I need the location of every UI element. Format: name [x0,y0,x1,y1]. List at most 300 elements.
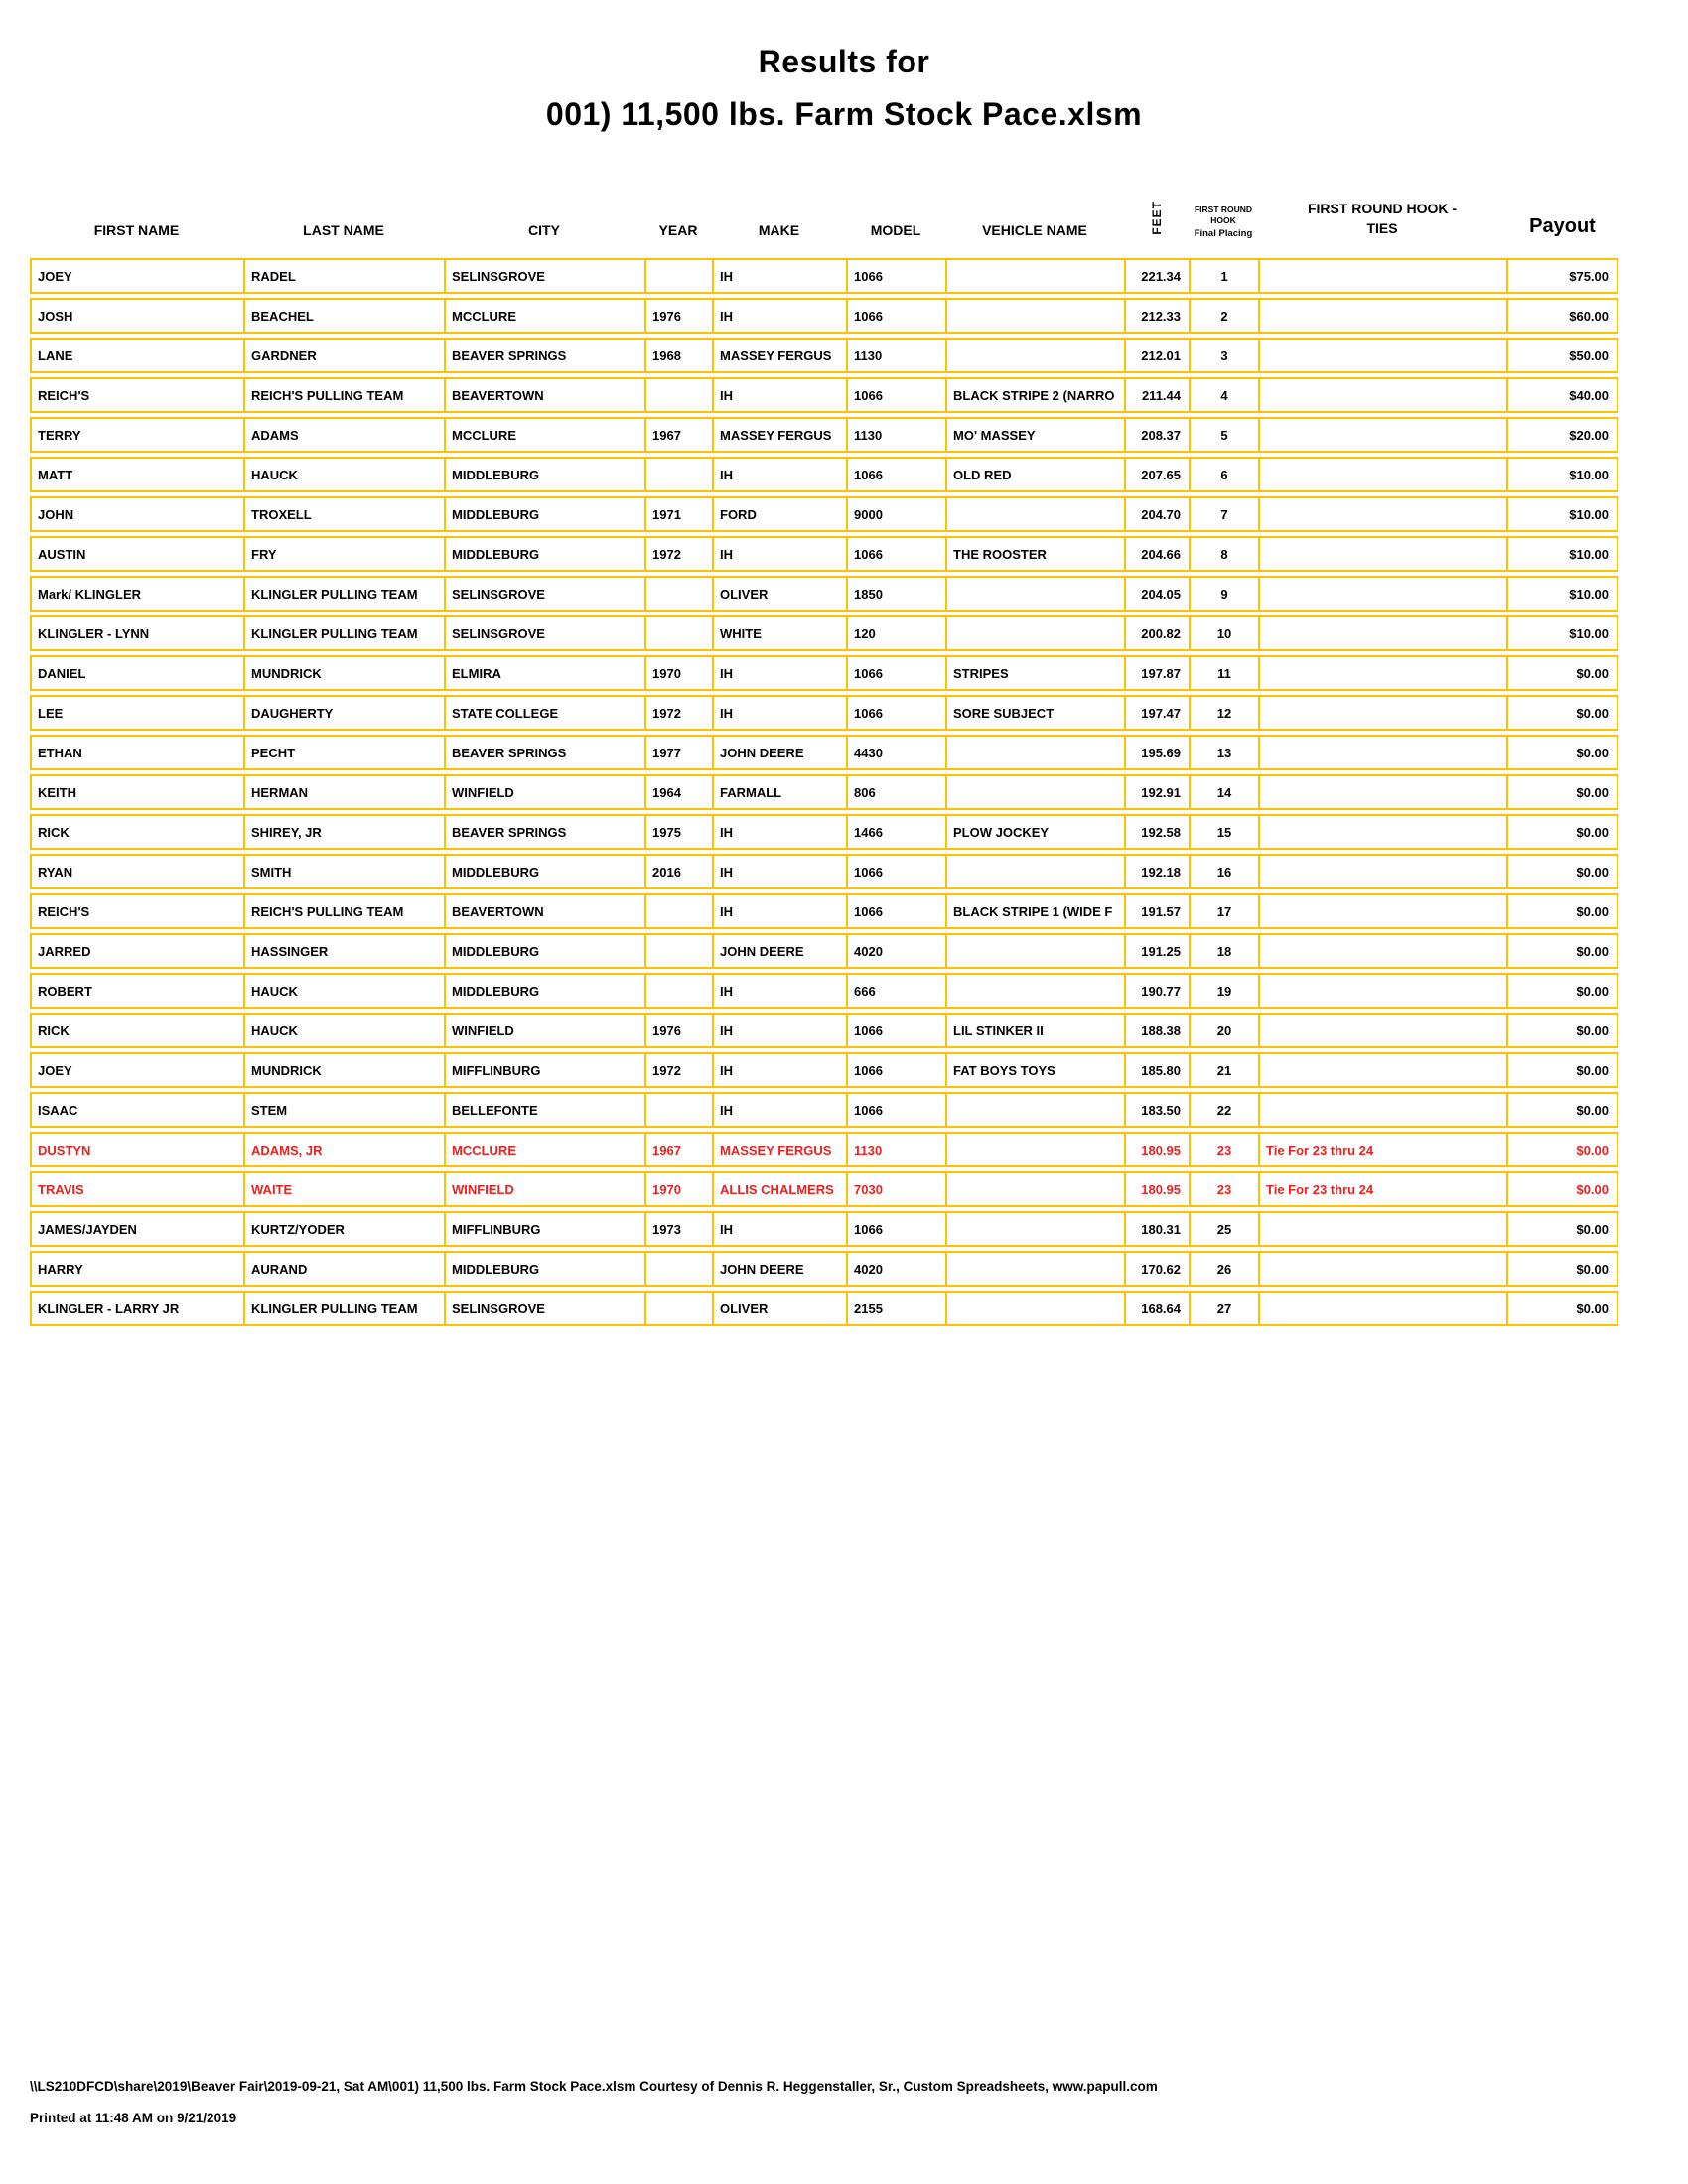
cell-ties [1258,854,1506,889]
cell-city: MIDDLEBURG [444,1251,644,1287]
cell-ties [1258,1211,1506,1247]
table-row [30,1013,1618,1048]
cell-vehicle-name: MO' MASSEY [945,417,1124,453]
col-last-name: LAST NAME [303,222,384,238]
cell-first-name: ISAAC [30,1092,243,1128]
cell-placing: 20 [1189,1013,1258,1048]
cell-feet: 180.95 [1124,1132,1189,1167]
cell-placing: 18 [1189,933,1258,969]
cell-placing: 25 [1189,1211,1258,1247]
cell-payout: $0.00 [1506,854,1618,889]
cell-first-name: RYAN [30,854,243,889]
cell-last-name: REICH'S PULLING TEAM [243,893,444,929]
cell-city: MIDDLEBURG [444,536,644,572]
cell-first-name: JOEY [30,258,243,294]
cell-city: BEAVERTOWN [444,377,644,413]
cell-vehicle-name [945,338,1124,373]
cell-placing: 10 [1189,615,1258,651]
cell-payout: $0.00 [1506,814,1618,850]
cell-placing: 2 [1189,298,1258,334]
cell-placing: 19 [1189,973,1258,1009]
table-row [30,695,1618,731]
cell-ties [1258,1092,1506,1128]
cell-city: BELLEFONTE [444,1092,644,1128]
cell-vehicle-name: FAT BOYS TOYS [945,1052,1124,1088]
col-make: MAKE [758,222,800,238]
cell-city: BEAVER SPRINGS [444,338,644,373]
table-row [30,814,1618,850]
table-row [30,258,1618,294]
cell-make: OLIVER [712,576,846,612]
table-row [30,735,1618,770]
cell-year [644,377,712,413]
cell-model: 1850 [846,576,945,612]
cell-last-name: FRY [243,536,444,572]
cell-last-name: REICH'S PULLING TEAM [243,377,444,413]
cell-ties [1258,496,1506,532]
cell-make: IH [712,1092,846,1128]
cell-last-name: ADAMS [243,417,444,453]
cell-feet: 197.47 [1124,695,1189,731]
cell-vehicle-name [945,774,1124,810]
cell-year: 1970 [644,1171,712,1207]
cell-first-name: MATT [30,457,243,492]
cell-ties [1258,1251,1506,1287]
footer-printed-timestamp: Printed at 11:48 AM on 9/21/2019 [30,2111,237,2125]
cell-city: MIDDLEBURG [444,973,644,1009]
cell-first-name: LANE [30,338,243,373]
col-first-round-hook-placing [1189,155,1258,254]
col-city: CITY [528,222,560,238]
cell-last-name: ADAMS, JR [243,1132,444,1167]
cell-make: IH [712,1052,846,1088]
cell-payout: $40.00 [1506,377,1618,413]
cell-placing: 7 [1189,496,1258,532]
cell-placing: 22 [1189,1092,1258,1128]
cell-vehicle-name [945,615,1124,651]
cell-vehicle-name [945,1251,1124,1287]
cell-year: 1976 [644,298,712,334]
cell-make: IH [712,377,846,413]
cell-ties [1258,655,1506,691]
cell-make: IH [712,973,846,1009]
cell-feet: 191.57 [1124,893,1189,929]
cell-city: BEAVERTOWN [444,893,644,929]
cell-last-name: KURTZ/YODER [243,1211,444,1247]
cell-make: IH [712,655,846,691]
cell-make: JOHN DEERE [712,735,846,770]
cell-payout: $0.00 [1506,695,1618,731]
cell-last-name: SMITH [243,854,444,889]
cell-last-name: MUNDRICK [243,655,444,691]
title-line1: Results for [758,44,930,79]
cell-last-name: RADEL [243,258,444,294]
cell-feet: 170.62 [1124,1251,1189,1287]
footer-file-path: \\LS210DFCD\share\2019\Beaver Fair\2019-09-21, Sat AM\001) 11,500 lbs. Farm Stock Pace.xlsm Courtesy of Dennis R. Heggenstaller, Sr., Custom Spreadsheets, www.papull.com [30,2079,1158,2094]
cell-vehicle-name [945,496,1124,532]
col-first-name: FIRST NAME [93,222,180,238]
col-year: YEAR [658,222,698,238]
cell-last-name: HASSINGER [243,933,444,969]
cell-model: 1066 [846,457,945,492]
cell-feet: 195.69 [1124,735,1189,770]
cell-ties: Tie For 23 thru 24 [1258,1171,1506,1207]
cell-last-name: TROXELL [243,496,444,532]
cell-model: 7030 [846,1171,945,1207]
cell-ties [1258,1013,1506,1048]
cell-year: 1977 [644,735,712,770]
cell-first-name: RICK [30,814,243,850]
cell-payout: $75.00 [1506,258,1618,294]
cell-model: 4020 [846,1251,945,1287]
cell-feet: 204.05 [1124,576,1189,612]
cell-ties [1258,695,1506,731]
cell-ties [1258,615,1506,651]
cell-feet: 192.91 [1124,774,1189,810]
cell-vehicle-name: THE ROOSTER [945,536,1124,572]
table-row [30,655,1618,691]
cell-make: WHITE [712,615,846,651]
cell-ties [1258,1052,1506,1088]
cell-payout: $0.00 [1506,1092,1618,1128]
cell-year [644,893,712,929]
table-row [30,457,1618,492]
col-feet-label: FEET [1149,201,1164,235]
cell-model: 1066 [846,298,945,334]
cell-vehicle-name: OLD RED [945,457,1124,492]
table-row [30,1132,1618,1167]
col-model: MODEL [870,222,921,238]
cell-model: 1130 [846,338,945,373]
cell-make: JOHN DEERE [712,1251,846,1287]
cell-placing: 14 [1189,774,1258,810]
cell-feet: 200.82 [1124,615,1189,651]
cell-payout: $0.00 [1506,933,1618,969]
cell-city: WINFIELD [444,774,644,810]
cell-model: 1066 [846,1211,945,1247]
cell-last-name: AURAND [243,1251,444,1287]
cell-city: SELINSGROVE [444,576,644,612]
cell-model: 806 [846,774,945,810]
cell-ties [1258,377,1506,413]
cell-last-name: STEM [243,1092,444,1128]
cell-model: 9000 [846,496,945,532]
cell-model: 1066 [846,1013,945,1048]
table-row [30,417,1618,453]
cell-placing: 23 [1189,1171,1258,1207]
cell-last-name: DAUGHERTY [243,695,444,731]
table-row [30,496,1618,532]
cell-year: 1973 [644,1211,712,1247]
cell-first-name: JOHN [30,496,243,532]
cell-make: IH [712,457,846,492]
table-row [30,536,1618,572]
cell-payout: $0.00 [1506,1132,1618,1167]
cell-last-name: GARDNER [243,338,444,373]
table-row [30,615,1618,651]
table-row [30,298,1618,334]
cell-placing: 5 [1189,417,1258,453]
cell-vehicle-name [945,576,1124,612]
cell-make: IH [712,536,846,572]
cell-first-name: LEE [30,695,243,731]
cell-model: 120 [846,615,945,651]
cell-feet: 192.58 [1124,814,1189,850]
cell-make: MASSEY FERGUS [712,338,846,373]
cell-feet: 221.34 [1124,258,1189,294]
col-final-placing-label: Final Placing [1194,228,1253,239]
cell-payout: $10.00 [1506,496,1618,532]
cell-last-name: KLINGLER PULLING TEAM [243,576,444,612]
cell-ties [1258,735,1506,770]
cell-payout: $0.00 [1506,1211,1618,1247]
cell-vehicle-name: STRIPES [945,655,1124,691]
cell-year [644,1291,712,1326]
cell-city: SELINSGROVE [444,258,644,294]
cell-first-name: DUSTYN [30,1132,243,1167]
cell-city: MIDDLEBURG [444,457,644,492]
cell-ties [1258,933,1506,969]
cell-ties: Tie For 23 thru 24 [1258,1132,1506,1167]
cell-year [644,1092,712,1128]
cell-feet: 212.33 [1124,298,1189,334]
cell-make: FARMALL [712,774,846,810]
cell-placing: 6 [1189,457,1258,492]
cell-make: IH [712,854,846,889]
cell-vehicle-name [945,933,1124,969]
cell-model: 1066 [846,1092,945,1128]
cell-feet: 190.77 [1124,973,1189,1009]
cell-placing: 15 [1189,814,1258,850]
cell-feet: 188.38 [1124,1013,1189,1048]
cell-feet: 211.44 [1124,377,1189,413]
cell-model: 1066 [846,1052,945,1088]
cell-year: 1970 [644,655,712,691]
cell-year: 1972 [644,1052,712,1088]
table-row [30,377,1618,413]
cell-make: MASSEY FERGUS [712,417,846,453]
cell-payout: $10.00 [1506,615,1618,651]
cell-payout: $20.00 [1506,417,1618,453]
cell-make: ALLIS CHALMERS [712,1171,846,1207]
cell-city: MIFFLINBURG [444,1052,644,1088]
cell-year: 2016 [644,854,712,889]
cell-first-name: KLINGLER - LYNN [30,615,243,651]
cell-make: IH [712,298,846,334]
cell-year: 1964 [644,774,712,810]
cell-feet: 192.18 [1124,854,1189,889]
cell-first-name: KEITH [30,774,243,810]
cell-first-name: AUSTIN [30,536,243,572]
cell-first-name: REICH'S [30,377,243,413]
cell-vehicle-name: PLOW JOCKEY [945,814,1124,850]
cell-payout: $0.00 [1506,1052,1618,1088]
table-row [30,338,1618,373]
cell-last-name: HAUCK [243,457,444,492]
col-vehicle-name: VEHICLE NAME [982,222,1087,238]
col-ties-label: FIRST ROUND HOOK - TIES [1307,201,1458,236]
cell-make: JOHN DEERE [712,933,846,969]
cell-feet: 185.80 [1124,1052,1189,1088]
cell-vehicle-name [945,735,1124,770]
cell-city: STATE COLLEGE [444,695,644,731]
footer [30,2071,1158,2134]
cell-year [644,933,712,969]
cell-vehicle-name [945,1291,1124,1326]
cell-city: MCCLURE [444,1132,644,1167]
cell-year: 1968 [644,338,712,373]
cell-payout: $0.00 [1506,973,1618,1009]
table-row [30,1171,1618,1207]
cell-feet: 180.31 [1124,1211,1189,1247]
cell-last-name: KLINGLER PULLING TEAM [243,1291,444,1326]
cell-payout: $60.00 [1506,298,1618,334]
cell-payout: $10.00 [1506,536,1618,572]
cell-vehicle-name [945,1211,1124,1247]
cell-vehicle-name [945,1132,1124,1167]
cell-vehicle-name: SORE SUBJECT [945,695,1124,731]
cell-ties [1258,774,1506,810]
cell-last-name: BEACHEL [243,298,444,334]
col-first-round-hook-label: FIRST ROUND HOOK [1194,205,1253,225]
cell-ties [1258,814,1506,850]
cell-year: 1972 [644,695,712,731]
cell-first-name: Mark/ KLINGLER [30,576,243,612]
cell-payout: $0.00 [1506,1171,1618,1207]
cell-ties [1258,298,1506,334]
cell-model: 1066 [846,536,945,572]
cell-first-name: ETHAN [30,735,243,770]
cell-make: IH [712,1013,846,1048]
cell-ties [1258,457,1506,492]
cell-city: MCCLURE [444,298,644,334]
cell-payout: $0.00 [1506,1291,1618,1326]
cell-placing: 17 [1189,893,1258,929]
cell-year: 1972 [644,536,712,572]
cell-city: BEAVER SPRINGS [444,814,644,850]
cell-make: IH [712,695,846,731]
table-row [30,1052,1618,1088]
cell-first-name: ROBERT [30,973,243,1009]
cell-first-name: REICH'S [30,893,243,929]
cell-city: ELMIRA [444,655,644,691]
cell-first-name: JOSH [30,298,243,334]
cell-vehicle-name [945,1092,1124,1128]
cell-payout: $50.00 [1506,338,1618,373]
cell-make: IH [712,893,846,929]
cell-vehicle-name [945,298,1124,334]
cell-make: IH [712,1211,846,1247]
cell-ties [1258,258,1506,294]
cell-year [644,973,712,1009]
cell-city: MIDDLEBURG [444,854,644,889]
cell-year [644,576,712,612]
table-row [30,893,1618,929]
cell-ties [1258,1291,1506,1326]
cell-first-name: HARRY [30,1251,243,1287]
cell-city: BEAVER SPRINGS [444,735,644,770]
cell-feet: 197.87 [1124,655,1189,691]
cell-make: OLIVER [712,1291,846,1326]
cell-year [644,615,712,651]
table-row [30,1211,1618,1247]
cell-make: IH [712,814,846,850]
cell-year: 1967 [644,417,712,453]
cell-vehicle-name: BLACK STRIPE 2 (NARRO [945,377,1124,413]
cell-placing: 8 [1189,536,1258,572]
table-row [30,973,1618,1009]
cell-city: SELINSGROVE [444,1291,644,1326]
cell-first-name: JARRED [30,933,243,969]
page-title [0,0,1688,133]
cell-make: MASSEY FERGUS [712,1132,846,1167]
cell-vehicle-name [945,854,1124,889]
cell-last-name: HERMAN [243,774,444,810]
cell-first-name: RICK [30,1013,243,1048]
cell-payout: $0.00 [1506,1013,1618,1048]
cell-feet: 180.95 [1124,1171,1189,1207]
cell-model: 1066 [846,655,945,691]
cell-ties [1258,417,1506,453]
cell-last-name: MUNDRICK [243,1052,444,1088]
cell-city: WINFIELD [444,1013,644,1048]
table-row [30,774,1618,810]
cell-vehicle-name: BLACK STRIPE 1 (WIDE F [945,893,1124,929]
cell-city: SELINSGROVE [444,615,644,651]
cell-feet: 168.64 [1124,1291,1189,1326]
cell-feet: 208.37 [1124,417,1189,453]
table-row [30,1291,1618,1326]
cell-year: 1967 [644,1132,712,1167]
cell-last-name: SHIREY, JR [243,814,444,850]
cell-placing: 26 [1189,1251,1258,1287]
cell-vehicle-name [945,973,1124,1009]
cell-model: 4020 [846,933,945,969]
cell-model: 1130 [846,1132,945,1167]
cell-last-name: HAUCK [243,973,444,1009]
cell-first-name: JOEY [30,1052,243,1088]
cell-placing: 13 [1189,735,1258,770]
cell-city: MIDDLEBURG [444,933,644,969]
cell-model: 4430 [846,735,945,770]
cell-year: 1976 [644,1013,712,1048]
cell-ties [1258,338,1506,373]
cell-feet: 204.66 [1124,536,1189,572]
cell-placing: 4 [1189,377,1258,413]
cell-feet: 191.25 [1124,933,1189,969]
cell-first-name: KLINGLER - LARRY JR [30,1291,243,1326]
cell-model: 1066 [846,854,945,889]
cell-model: 2155 [846,1291,945,1326]
cell-last-name: HAUCK [243,1013,444,1048]
cell-placing: 9 [1189,576,1258,612]
title-line2: 001) 11,500 lbs. Farm Stock Pace.xlsm [545,96,1143,132]
cell-model: 1130 [846,417,945,453]
cell-payout: $10.00 [1506,457,1618,492]
cell-model: 1466 [846,814,945,850]
cell-feet: 183.50 [1124,1092,1189,1128]
cell-last-name: PECHT [243,735,444,770]
cell-first-name: JAMES/JAYDEN [30,1211,243,1247]
cell-year [644,1251,712,1287]
cell-make: FORD [712,496,846,532]
cell-payout: $0.00 [1506,735,1618,770]
cell-first-name: TRAVIS [30,1171,243,1207]
table-row [30,1092,1618,1128]
cell-payout: $10.00 [1506,576,1618,612]
col-payout: Payout [1529,215,1596,237]
cell-first-name: DANIEL [30,655,243,691]
